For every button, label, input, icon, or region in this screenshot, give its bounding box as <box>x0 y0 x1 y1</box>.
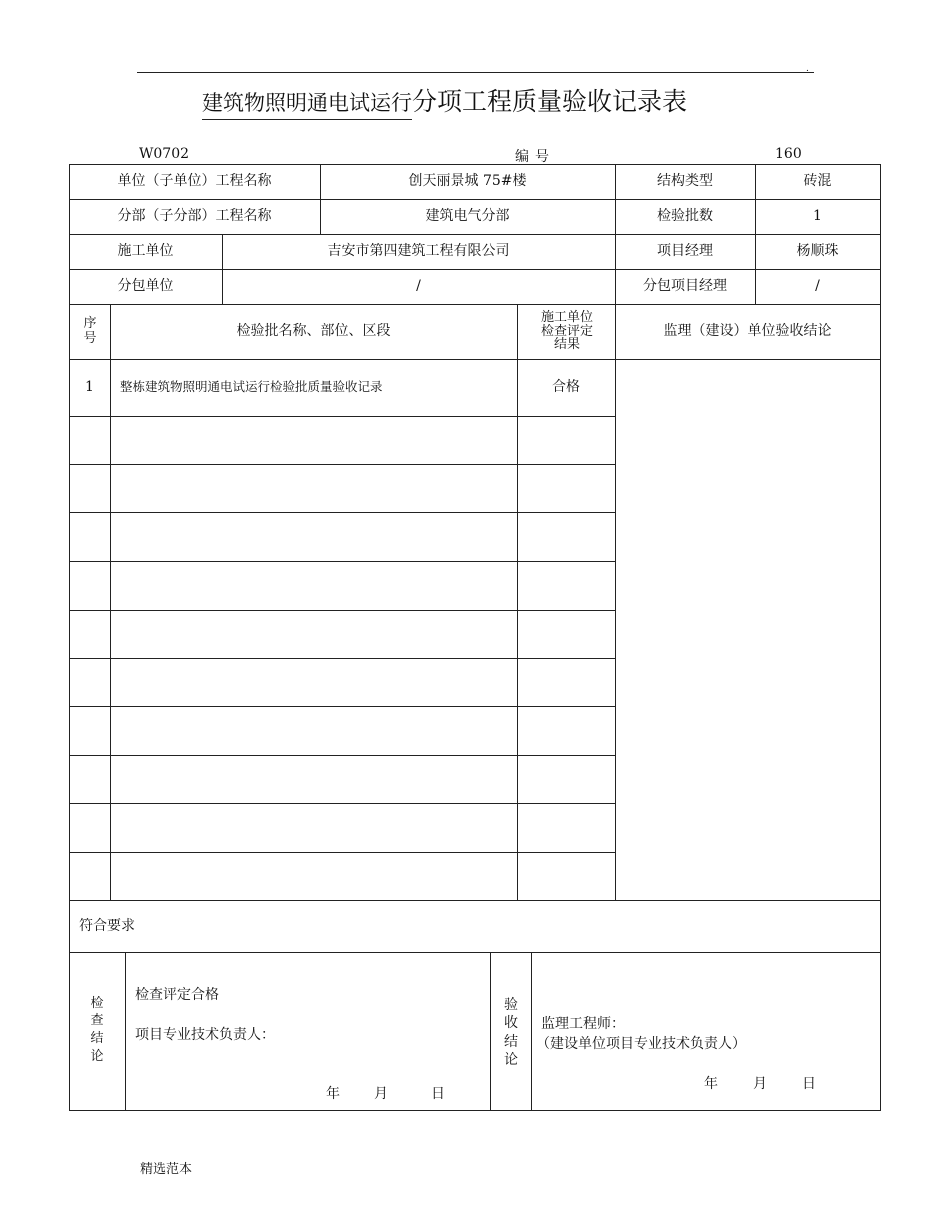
row-result: 合格 <box>552 379 580 396</box>
row-divider <box>69 658 615 659</box>
title-suffix: 分项工程质量验收记录表 <box>412 87 688 116</box>
manager-label: 项目经理 <box>657 243 713 260</box>
manager-value: 杨顺珠 <box>796 243 839 260</box>
col-seq-header: 序 号 <box>83 316 97 346</box>
col-divider <box>125 952 126 1110</box>
title-prefix: 建筑物照明通电试运行 <box>202 87 412 120</box>
check-result-text: 检查评定合格 <box>135 987 219 1003</box>
sub-manager-value: / <box>815 278 820 295</box>
page-title <box>202 82 687 122</box>
row-divider <box>69 561 615 562</box>
structure-label: 结构类型 <box>657 173 713 190</box>
row-divider <box>69 706 615 707</box>
sub-project-value: 建筑电气分部 <box>425 208 510 225</box>
col-supervision-header: 监理（建设）单位验收结论 <box>663 323 832 340</box>
date-day-accept: 日 <box>802 1076 816 1092</box>
contractor-value: 吉安市第四建筑工程有限公司 <box>327 243 510 260</box>
subcontractor-label: 分包单位 <box>117 278 174 295</box>
corner-mark: . <box>806 64 809 74</box>
builder-tech-label: （建设单位项目专业技术负责人） <box>536 1036 746 1052</box>
col-divider <box>490 952 491 1110</box>
row-divider <box>69 952 881 953</box>
unit-project-label: 单位（子单位）工程名称 <box>117 173 272 190</box>
date-month: 月 <box>374 1086 388 1102</box>
check-conclusion-label: 检 查 结 论 <box>90 995 104 1064</box>
col-name-header: 检验批名称、部位、区段 <box>236 323 391 340</box>
tech-person-label: 项目专业技术负责人： <box>135 1027 275 1043</box>
row-seq: 1 <box>85 379 94 396</box>
row-divider <box>69 464 615 465</box>
row-divider <box>69 803 615 804</box>
row-divider <box>69 852 615 853</box>
row-divider <box>69 416 615 417</box>
sub-project-label: 分部（子分部）工程名称 <box>117 208 272 225</box>
unit-project-value: 创天丽景城 75#楼 <box>408 173 527 190</box>
table-border <box>880 164 881 1110</box>
remark-text: 符合要求 <box>79 917 135 934</box>
number-label: 编号 <box>515 149 555 165</box>
acceptance-conclusion-label: 验 收 结 论 <box>504 997 518 1068</box>
col-result-header: 施工单位 检查评定 结果 <box>540 310 593 353</box>
top-rule <box>137 72 814 73</box>
row-divider <box>69 755 615 756</box>
col-divider <box>531 952 532 1110</box>
footer-text: 精选范本 <box>140 1162 193 1177</box>
supervisor-label: 监理工程师： <box>541 1016 625 1032</box>
row-name: 整栋建筑物照明通电试运行检验批质量验收记录 <box>120 379 383 395</box>
row-divider <box>69 512 615 513</box>
sub-manager-label: 分包项目经理 <box>643 278 727 295</box>
date-year-accept: 年 <box>704 1076 718 1092</box>
row-divider <box>69 610 615 611</box>
batch-count-value: 1 <box>813 208 822 225</box>
table-border <box>69 1110 881 1111</box>
contractor-label: 施工单位 <box>117 243 174 260</box>
batch-count-label: 检验批数 <box>657 208 713 225</box>
form-code: W0702 <box>139 146 190 162</box>
subcontractor-value: / <box>416 278 421 295</box>
date-day: 日 <box>431 1086 445 1102</box>
number-value: 160 <box>775 146 802 162</box>
date-year: 年 <box>326 1086 340 1102</box>
structure-value: 砖混 <box>803 173 832 190</box>
date-month-accept: 月 <box>753 1076 767 1092</box>
table-border <box>69 164 70 1110</box>
